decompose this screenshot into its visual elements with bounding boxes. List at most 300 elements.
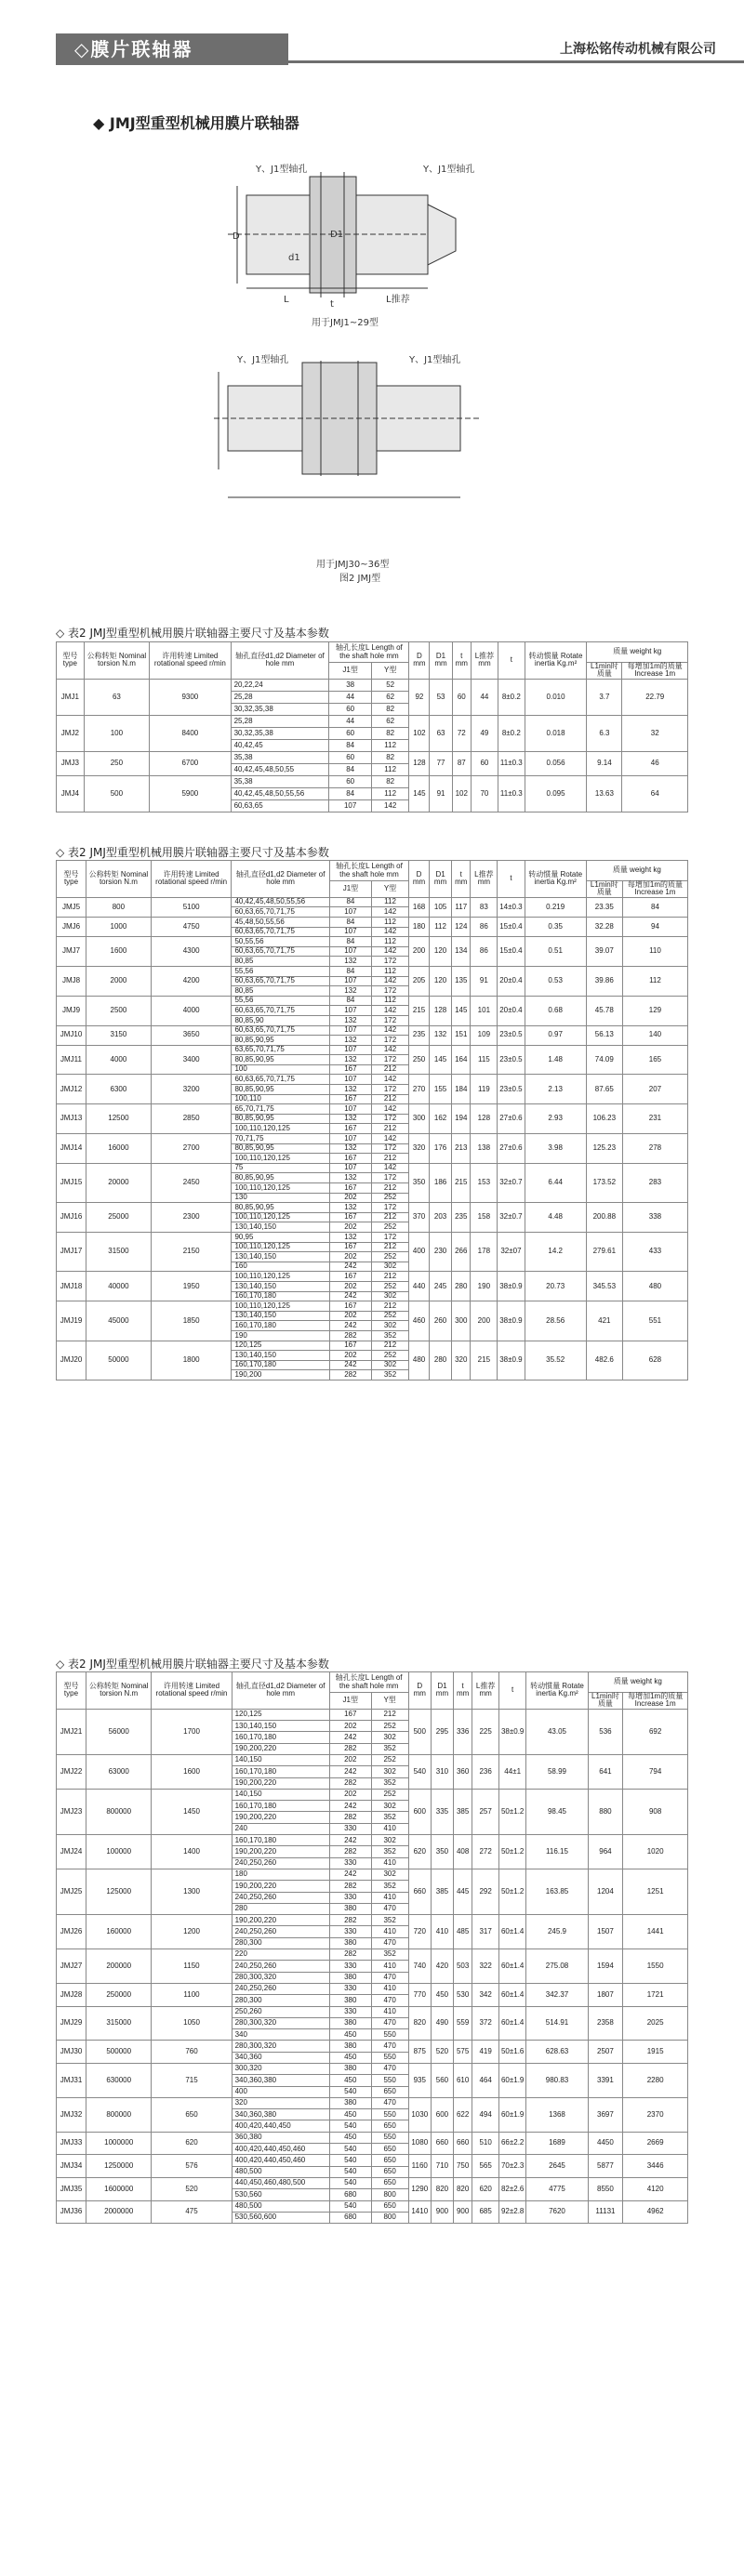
cell-torsion: 2000000 xyxy=(86,2200,151,2224)
cell-type: JMJ34 xyxy=(57,2155,86,2178)
cell-j1: 380 xyxy=(329,2041,371,2052)
cell-Lrec: 83 xyxy=(471,897,498,917)
cell-D: 875 xyxy=(408,2041,431,2064)
cell-hole: 45,48,50,55,56 xyxy=(232,917,329,927)
cell-type: JMJ14 xyxy=(57,1134,86,1164)
cell-y: 470 xyxy=(371,2063,408,2074)
cell-D1: 710 xyxy=(431,2155,453,2178)
cell-Lrec: 91 xyxy=(471,966,498,996)
cell-type: JMJ3 xyxy=(57,751,85,775)
bore-label-4: Y、J1型轴孔 xyxy=(409,355,461,365)
cell-y: 302 xyxy=(371,1835,408,1846)
cell-hole: 35,38 xyxy=(231,775,329,787)
cell-weight: 3697 xyxy=(588,2097,623,2132)
cell-torsion: 200000 xyxy=(86,1949,151,1984)
cell-j1: 132 xyxy=(329,1114,371,1124)
cell-torsion: 2500 xyxy=(86,996,152,1025)
cell-t: 194 xyxy=(452,1104,471,1134)
col-torsion-header: 公称转矩 Nominal torsion N.m xyxy=(86,1672,151,1710)
cell-D: 935 xyxy=(408,2063,431,2097)
cell-hole: 140,150 xyxy=(232,1754,329,1765)
cell-tt: 8±0.2 xyxy=(498,679,525,715)
cell-t: 117 xyxy=(452,897,471,917)
cell-weight: 964 xyxy=(588,1835,623,1869)
col-inertia-header: 转动惯量 Rotate inertia Kg.m² xyxy=(526,1672,588,1710)
cell-j1: 84 xyxy=(329,787,372,799)
col-t-header: t mm xyxy=(452,642,471,680)
cell-hole: 130,140,150 xyxy=(232,1721,329,1732)
cell-y: 112 xyxy=(371,966,408,976)
cell-hole: 100,110 xyxy=(232,1094,329,1104)
cell-inertia: 14.2 xyxy=(525,1232,586,1271)
cell-hole: 320 xyxy=(232,2097,329,2108)
cell-t: 485 xyxy=(453,1915,472,1949)
table-row xyxy=(57,2177,688,2188)
cell-inertia: 1689 xyxy=(526,2132,588,2155)
cell-D1: 410 xyxy=(431,1915,453,1949)
table-row xyxy=(57,775,688,787)
cell-tt: 32±0.7 xyxy=(498,1203,525,1233)
cell-D1: 203 xyxy=(430,1203,452,1233)
cell-y: 302 xyxy=(371,1262,408,1272)
cell-y: 352 xyxy=(371,1743,408,1754)
cell-type: JMJ20 xyxy=(57,1341,86,1380)
cell-y: 112 xyxy=(371,917,408,927)
cell-D: 620 xyxy=(408,1835,431,1869)
cell-y: 410 xyxy=(371,1892,408,1903)
table-row xyxy=(57,1709,688,1720)
cell-speed: 4000 xyxy=(151,996,232,1025)
cell-weight: 4450 xyxy=(588,2132,623,2155)
cell-tt: 23±0.5 xyxy=(498,1025,525,1045)
cell-j1: 330 xyxy=(329,2006,371,2017)
table-row xyxy=(57,2200,688,2212)
table-row xyxy=(57,1789,688,1800)
cell-inc: 628 xyxy=(622,1341,687,1380)
cell-hole: 80,85,90,95 xyxy=(232,1036,329,1046)
label-d1: d1 xyxy=(288,253,300,263)
cell-speed: 1100 xyxy=(152,1983,232,2006)
cell-t: 575 xyxy=(453,2041,472,2064)
cell-Lrec: 119 xyxy=(471,1075,498,1104)
cell-t: 820 xyxy=(453,2177,472,2200)
col-t-header: t mm xyxy=(453,1672,472,1710)
cell-D: 400 xyxy=(409,1232,430,1271)
cell-j1: 330 xyxy=(329,1823,371,1834)
cell-j1: 380 xyxy=(329,2097,371,2108)
cell-Lrec: 101 xyxy=(471,996,498,1025)
cell-y: 112 xyxy=(371,763,408,775)
cell-hole: 80,85,90,95 xyxy=(232,1143,329,1154)
cell-type: JMJ9 xyxy=(57,996,86,1025)
cell-t: 266 xyxy=(452,1232,471,1271)
cell-speed: 2450 xyxy=(151,1163,232,1202)
cell-speed: 1950 xyxy=(151,1272,232,1301)
drawing-svg xyxy=(200,149,549,590)
cell-y: 212 xyxy=(371,1341,408,1351)
cell-D1: 77 xyxy=(430,751,452,775)
cell-inc: 22.79 xyxy=(622,679,688,715)
cell-weight: 2358 xyxy=(588,2006,623,2041)
cell-inc: 1020 xyxy=(623,1835,688,1869)
cell-D: 250 xyxy=(409,1045,430,1075)
cell-Lrec: 464 xyxy=(472,2063,499,2097)
cell-D: 480 xyxy=(409,1341,430,1380)
cell-speed: 1800 xyxy=(151,1341,232,1380)
col-hole-header: 轴孔直径d1,d2 Diameter of hole mm xyxy=(231,642,329,680)
cell-torsion: 250 xyxy=(84,751,149,775)
cell-y: 650 xyxy=(371,2144,408,2155)
cell-Lrec: 342 xyxy=(472,1983,499,2006)
cell-hole: 40,42,45,48,50,55,56 xyxy=(232,897,329,907)
cell-inc: 207 xyxy=(622,1075,687,1104)
cell-j1: 540 xyxy=(329,2166,371,2177)
cell-y: 212 xyxy=(371,1212,408,1222)
cell-hole: 160,170,180 xyxy=(232,1321,329,1331)
cell-hole: 280,300,320 xyxy=(232,2017,329,2028)
cell-y: 302 xyxy=(371,1321,408,1331)
cell-Lrec: 565 xyxy=(472,2155,499,2178)
cell-t: 360 xyxy=(453,1754,472,1789)
cell-hole: 190,200,220 xyxy=(232,1846,329,1857)
cell-weight: 3.7 xyxy=(587,679,622,715)
cell-torsion: 63000 xyxy=(86,1754,151,1789)
cell-hole: 530,560 xyxy=(232,2189,329,2200)
cell-inertia: 7620 xyxy=(526,2200,588,2224)
col-D-header: D mm xyxy=(409,642,430,680)
cell-inertia: 163.85 xyxy=(526,1869,588,1914)
cell-D1: 660 xyxy=(431,2132,453,2155)
cell-j1: 380 xyxy=(329,1972,371,1983)
cell-torsion: 2000 xyxy=(86,966,152,996)
cell-y: 352 xyxy=(371,1949,408,1961)
cell-inc: 3446 xyxy=(623,2155,688,2178)
cell-inertia: 2.93 xyxy=(525,1104,586,1134)
cell-weight: 1204 xyxy=(588,1869,623,1914)
cell-t: 320 xyxy=(452,1341,471,1380)
cell-hole: 100,110,120,125 xyxy=(232,1212,329,1222)
col-length-header: 轴孔长度L Length of the shaft hole mm xyxy=(329,642,409,663)
cell-hole: 400,420,440,450 xyxy=(232,2120,329,2132)
cell-j1: 202 xyxy=(329,1281,371,1291)
cell-torsion: 45000 xyxy=(86,1301,152,1341)
cell-hole: 190,200,220 xyxy=(232,1743,329,1754)
cell-hole: 140,150 xyxy=(232,1789,329,1800)
col-inc-header: 每增加1m的质量 Increase 1m xyxy=(622,881,687,898)
cell-inc: 283 xyxy=(622,1163,687,1202)
cell-torsion: 6300 xyxy=(86,1075,152,1104)
cell-D: 235 xyxy=(409,1025,430,1045)
cell-D1: 900 xyxy=(431,2200,453,2224)
cell-Lrec: 272 xyxy=(472,1835,499,1869)
cell-Lrec: 510 xyxy=(472,2132,499,2155)
cell-D: 205 xyxy=(409,966,430,996)
cell-hole: 35,38 xyxy=(231,751,329,763)
col-type-header: 型号type xyxy=(57,1672,86,1710)
cell-weight: 345.53 xyxy=(586,1272,622,1301)
cell-y: 112 xyxy=(371,787,408,799)
cell-type: JMJ28 xyxy=(57,1983,86,2006)
cell-hole: 240,250,260 xyxy=(232,1892,329,1903)
cell-y: 142 xyxy=(371,1045,408,1055)
table-row xyxy=(57,1163,688,1173)
cell-hole: 400 xyxy=(232,2086,329,2097)
cell-y: 142 xyxy=(371,1025,408,1036)
cell-j1: 202 xyxy=(329,1222,371,1233)
cell-Lrec: 115 xyxy=(471,1045,498,1075)
cell-inertia: 1368 xyxy=(526,2097,588,2132)
cell-j1: 282 xyxy=(329,1949,371,1961)
bore-label-1: Y、J1型轴孔 xyxy=(256,165,308,175)
cell-y: 252 xyxy=(371,1754,408,1765)
cell-hole: 160,170,180 xyxy=(232,1360,329,1370)
cell-t: 530 xyxy=(453,1983,472,2006)
cell-type: JMJ6 xyxy=(57,917,86,936)
cell-inertia: 628.63 xyxy=(526,2041,588,2064)
cell-tt: 8±0.2 xyxy=(498,715,525,751)
cell-speed: 1600 xyxy=(152,1754,232,1789)
table3-title: ◇ 表2 JMJ型重型机械用膜片联轴器主要尺寸及基本参数 xyxy=(56,1658,329,1671)
cell-tt: 20±0.4 xyxy=(498,996,525,1025)
cell-j1: 242 xyxy=(329,1360,371,1370)
cell-torsion: 800 xyxy=(86,897,152,917)
cell-j1: 84 xyxy=(329,966,371,976)
cell-Lrec: 292 xyxy=(472,1869,499,1914)
cell-torsion: 63 xyxy=(84,679,149,715)
cell-hole: 190,200,220 xyxy=(232,1915,329,1926)
cell-Lrec: 60 xyxy=(472,751,498,775)
col-torsion-header: 公称转矩 Nominal torsion N.m xyxy=(86,861,152,898)
cell-y: 800 xyxy=(371,2189,408,2200)
cell-D1: 820 xyxy=(431,2177,453,2200)
cell-t: 215 xyxy=(452,1163,471,1202)
cell-speed: 1700 xyxy=(152,1709,232,1754)
cell-j1: 450 xyxy=(329,2132,371,2143)
cell-speed: 1200 xyxy=(152,1915,232,1949)
cell-y: 172 xyxy=(371,1203,408,1213)
table-row xyxy=(57,1301,688,1312)
cell-inc: 1915 xyxy=(623,2041,688,2064)
cell-j1: 450 xyxy=(329,2052,371,2063)
cell-speed: 1300 xyxy=(152,1869,232,1914)
cell-hole: 340 xyxy=(232,2029,329,2041)
cell-D1: 520 xyxy=(431,2041,453,2064)
cell-torsion: 100000 xyxy=(86,1835,151,1869)
cell-D1: 260 xyxy=(430,1301,452,1341)
cell-y: 142 xyxy=(371,1163,408,1173)
spec-table-1 xyxy=(56,641,688,812)
cell-y: 212 xyxy=(371,1183,408,1194)
cell-hole: 280,300,320 xyxy=(232,2041,329,2052)
cell-tt: 11±0.3 xyxy=(498,751,525,775)
table-row xyxy=(57,1341,688,1351)
cell-tt: 38±0.9 xyxy=(498,1341,525,1380)
cell-j1: 540 xyxy=(329,2120,371,2132)
cell-type: JMJ30 xyxy=(57,2041,86,2064)
label-t: t xyxy=(330,299,334,310)
cell-y: 172 xyxy=(371,1085,408,1095)
cell-D: 540 xyxy=(408,1754,431,1789)
cell-inertia: 514.91 xyxy=(526,2006,588,2041)
cell-D: 168 xyxy=(409,897,430,917)
col-tt-header: t xyxy=(498,1672,525,1710)
cell-Lrec: 70 xyxy=(472,775,498,812)
cell-weight: 1807 xyxy=(588,1983,623,2006)
cell-inertia: 2.13 xyxy=(525,1075,586,1104)
cell-D: 740 xyxy=(408,1949,431,1984)
cell-tt: 38±0.9 xyxy=(498,1272,525,1301)
cell-Lrec: 225 xyxy=(472,1709,499,1754)
table-row xyxy=(57,1075,688,1085)
cell-type: JMJ7 xyxy=(57,937,86,967)
cell-tt: 44±1 xyxy=(498,1754,525,1789)
col-j1-header: J1型 xyxy=(329,1693,371,1710)
cell-j1: 167 xyxy=(329,1094,371,1104)
cell-tt: 60±1.4 xyxy=(498,2006,525,2041)
cell-speed: 3200 xyxy=(151,1075,232,1104)
cell-D: 1290 xyxy=(408,2177,431,2200)
cell-weight: 32.28 xyxy=(586,917,622,936)
col-torsion-header: 公称转矩 Nominal torsion N.m xyxy=(84,642,149,680)
cell-j1: 60 xyxy=(329,727,372,739)
cell-t: 900 xyxy=(453,2200,472,2224)
cell-hole: 300,320 xyxy=(232,2063,329,2074)
cell-y: 352 xyxy=(371,1846,408,1857)
cell-j1: 107 xyxy=(329,1025,371,1036)
table-row xyxy=(57,2132,688,2143)
col-y-header: Y型 xyxy=(371,881,408,898)
cell-Lrec: 236 xyxy=(472,1754,499,1789)
cell-j1: 107 xyxy=(329,1006,371,1016)
cell-j1: 242 xyxy=(329,1732,371,1743)
cell-weight: 23.35 xyxy=(586,897,622,917)
cell-speed: 2300 xyxy=(151,1203,232,1233)
cell-t: 235 xyxy=(452,1203,471,1233)
cell-weight: 482.6 xyxy=(586,1341,622,1380)
cell-torsion: 1600 xyxy=(86,937,152,967)
cell-tt: 14±0.3 xyxy=(498,897,525,917)
table-row xyxy=(57,679,688,691)
table-row xyxy=(57,1134,688,1144)
cell-type: JMJ29 xyxy=(57,2006,86,2041)
cell-hole: 120,125 xyxy=(232,1341,329,1351)
cell-hole: 100,110,120,125 xyxy=(232,1272,329,1282)
cell-inertia: 0.219 xyxy=(525,897,586,917)
cell-inc: 32 xyxy=(622,715,688,751)
cell-torsion: 250000 xyxy=(86,1983,151,2006)
cell-hole: 80,85,90,95 xyxy=(232,1114,329,1124)
cell-D: 320 xyxy=(409,1134,430,1164)
cell-hole: 190 xyxy=(232,1330,329,1341)
cell-torsion: 100 xyxy=(84,715,149,751)
cell-j1: 330 xyxy=(329,1961,371,1972)
cell-hole: 90,95 xyxy=(232,1232,329,1242)
cell-Lrec: 620 xyxy=(472,2177,499,2200)
cell-speed: 6700 xyxy=(150,751,231,775)
cell-Lrec: 190 xyxy=(471,1272,498,1301)
cell-j1: 84 xyxy=(329,897,371,907)
cell-j1: 132 xyxy=(329,1015,371,1025)
cell-D: 440 xyxy=(409,1272,430,1301)
cell-j1: 167 xyxy=(329,1154,371,1164)
cell-j1: 330 xyxy=(329,1892,371,1903)
cell-j1: 132 xyxy=(329,1143,371,1154)
cell-y: 52 xyxy=(371,679,408,691)
cell-t: 559 xyxy=(453,2006,472,2041)
cell-D1: 186 xyxy=(430,1163,452,1202)
col-y-header: Y型 xyxy=(371,1693,408,1710)
cell-inc: 2669 xyxy=(623,2132,688,2155)
cell-tt: 32±07 xyxy=(498,1232,525,1271)
cell-y: 82 xyxy=(371,727,408,739)
cell-inc: 1721 xyxy=(623,1983,688,2006)
cell-D: 145 xyxy=(409,775,430,812)
cell-y: 212 xyxy=(371,1272,408,1282)
cell-speed: 1050 xyxy=(152,2006,232,2041)
cell-y: 82 xyxy=(371,775,408,787)
cell-torsion: 1000 xyxy=(86,917,152,936)
cell-y: 410 xyxy=(371,1983,408,1994)
cell-weight: 641 xyxy=(588,1754,623,1789)
cell-t: 622 xyxy=(453,2097,472,2132)
cell-t: 503 xyxy=(453,1949,472,1984)
cell-speed: 1150 xyxy=(152,1949,232,1984)
col-type-header: 型号type xyxy=(57,861,86,898)
table-row xyxy=(57,1949,688,1961)
cell-inertia: 980.83 xyxy=(526,2063,588,2097)
cell-weight: 173.52 xyxy=(586,1163,622,1202)
cell-j1: 132 xyxy=(329,1036,371,1046)
cell-hole: 360,380 xyxy=(232,2132,329,2143)
cell-y: 550 xyxy=(371,2029,408,2041)
cell-j1: 167 xyxy=(329,1242,371,1252)
cell-y: 82 xyxy=(371,751,408,763)
cell-torsion: 56000 xyxy=(86,1709,151,1754)
cell-y: 172 xyxy=(371,986,408,997)
cell-inc: 231 xyxy=(622,1104,687,1134)
cell-D: 350 xyxy=(409,1163,430,1202)
cell-y: 62 xyxy=(371,715,408,727)
cell-j1: 167 xyxy=(329,1341,371,1351)
cell-hole: 40,42,45,48,50,55 xyxy=(231,763,329,775)
cell-j1: 540 xyxy=(329,2200,371,2212)
cell-t: 72 xyxy=(452,715,471,751)
cell-hole: 30,32,35,38 xyxy=(231,727,329,739)
cell-inertia: 0.97 xyxy=(525,1025,586,1045)
cell-tt: 50±1.2 xyxy=(498,1835,525,1869)
cell-y: 302 xyxy=(371,1766,408,1777)
cell-inc: 551 xyxy=(622,1301,687,1341)
cell-hole: 240 xyxy=(232,1823,329,1834)
cell-speed: 520 xyxy=(152,2177,232,2200)
cell-inc: 129 xyxy=(622,996,687,1025)
cell-inc: 908 xyxy=(623,1789,688,1834)
col-inertia-header: 转动惯量 Rotate inertia Kg.m² xyxy=(525,642,587,680)
cell-hole: 60,63,65,70,71,75 xyxy=(232,1025,329,1036)
cell-j1: 282 xyxy=(329,1915,371,1926)
cell-D1: 120 xyxy=(430,966,452,996)
cell-y: 172 xyxy=(371,1015,408,1025)
cell-inertia: 0.056 xyxy=(525,751,587,775)
cell-j1: 282 xyxy=(329,1846,371,1857)
cell-weight: 1594 xyxy=(588,1949,623,1984)
cell-D1: 560 xyxy=(431,2063,453,2097)
cell-j1: 242 xyxy=(329,1801,371,1812)
cell-D1: 295 xyxy=(431,1709,453,1754)
cell-j1: 450 xyxy=(329,2109,371,2120)
cell-y: 352 xyxy=(371,1370,408,1380)
cell-t: 213 xyxy=(452,1134,471,1164)
